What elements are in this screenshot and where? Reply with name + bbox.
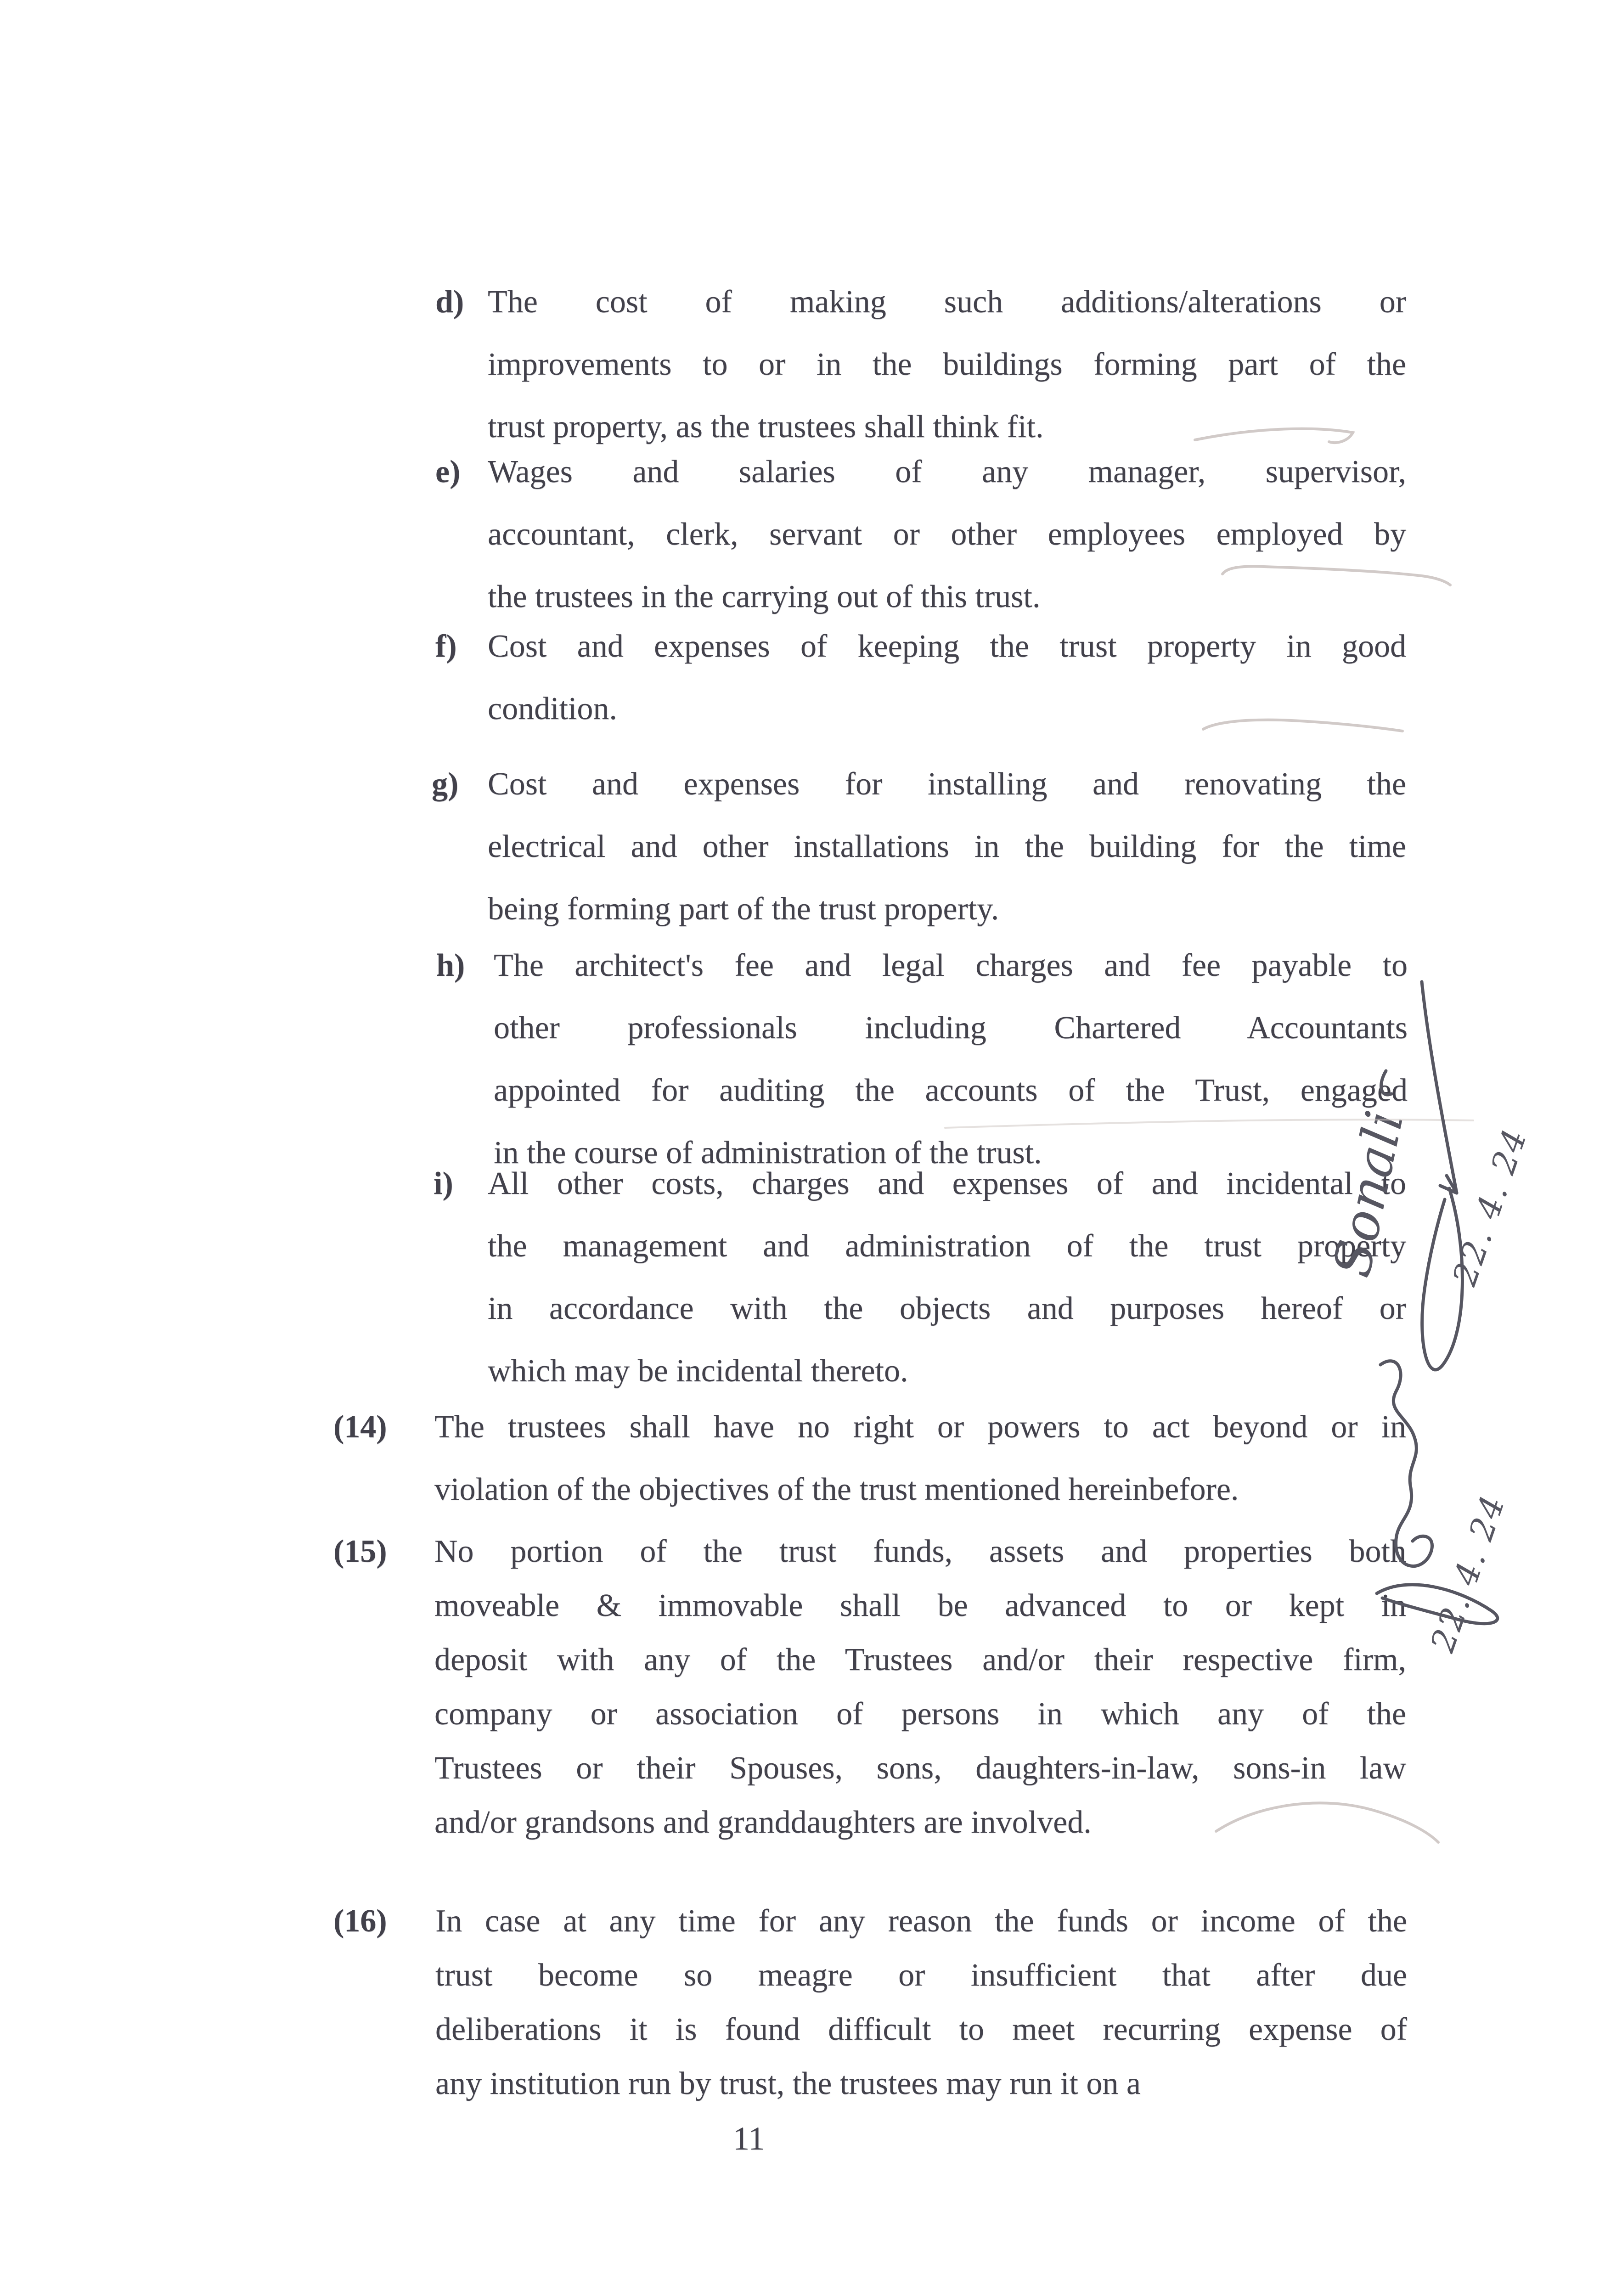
clause-label: (16) (333, 1903, 387, 1939)
clause-text (435, 1894, 1407, 2111)
clause-line: No portion of the trust funds, assets and properties both (434, 1534, 1406, 1569)
clause-label: f) (435, 629, 457, 664)
clause-label: d) (435, 284, 464, 320)
clause-text (488, 441, 1406, 628)
clause-line: All other costs, charges and expenses of and incidental to (488, 1166, 1406, 1201)
clause-label: g) (432, 766, 459, 802)
clause-text (488, 271, 1406, 458)
clause-line: deliberations it is found difficult to meet recurring expense of (435, 2012, 1407, 2047)
clause-label: e) (435, 454, 461, 490)
clause-line: The architect's fee and legal charges and fee payable to (494, 948, 1408, 983)
clause-line: The cost of making such additions/alterations or (488, 284, 1406, 320)
signature-date-2: 22. 4. 24 (1423, 1489, 1513, 1657)
clause-line: the trustees in the carrying out of this trust. (488, 579, 1041, 614)
clause-line: and/or grandsons and granddaughters are involved. (434, 1805, 1092, 1840)
clause-label: (15) (333, 1534, 387, 1569)
clause-line: The trustees shall have no right or powers to act beyond or in (434, 1409, 1406, 1445)
clause-line: in accordance with the objects and purposes hereof or (488, 1291, 1406, 1326)
clause-label: h) (436, 948, 465, 983)
clause-label: (14) (333, 1409, 387, 1445)
clause-line: Wages and salaries of any manager, supervisor, (488, 454, 1406, 490)
clause-line: trust become so meagre or insufficient that after due (435, 1958, 1407, 1993)
signature-name-sonali: Sonali (1322, 1105, 1416, 1282)
clause-line: Cost and expenses for installing and renovating the (488, 766, 1406, 802)
clause-line: Cost and expenses of keeping the trust property in good (488, 629, 1406, 664)
clause-line: improvements to or in the buildings forming part of the (488, 347, 1406, 382)
clause-line: condition. (488, 691, 617, 726)
page-number: 11 (733, 2120, 765, 2157)
clause-line: in the course of administration of the trust. (494, 1135, 1042, 1171)
clause-line: appointed for auditing the accounts of the Trust, engaged (494, 1073, 1408, 1108)
clause-line: any institution run by trust, the trustees may run it on a (435, 2066, 1141, 2101)
clause-line: trust property, as the trustees shall think fit. (488, 409, 1044, 445)
clause-line: company or association of persons in which any of the (434, 1696, 1406, 1732)
clause-text (434, 1396, 1406, 1521)
clause-text (488, 615, 1406, 740)
clause-line: violation of the objectives of the trust mentioned hereinbefore. (434, 1472, 1239, 1507)
clause-line: the management and administration of the trust property (488, 1228, 1406, 1264)
clause-line: other professionals including Chartered Accountants (494, 1010, 1408, 1046)
clause-line: accountant, clerk, servant or other employees employed by (488, 517, 1406, 552)
clause-text (434, 1525, 1406, 1850)
signature-date-1: 22. 4. 24 (1445, 1123, 1535, 1290)
clause-line: moveable & immovable shall be advanced to or kept in (434, 1588, 1406, 1623)
clause-text (488, 753, 1406, 940)
clause-label: i) (434, 1166, 453, 1201)
clause-line: deposit with any of the Trustees and/or their respective firm, (434, 1642, 1406, 1677)
clause-line: being forming part of the trust property. (488, 891, 999, 927)
clause-text (494, 934, 1408, 1184)
clause-line: Trustees or their Spouses, sons, daughters-in-law, sons-in law (434, 1750, 1406, 1786)
clause-line: electrical and other installations in the building for the time (488, 829, 1406, 864)
clause-line: In case at any time for any reason the funds or income of the (435, 1903, 1407, 1939)
clause-text (488, 1153, 1406, 1402)
clause-line: which may be incidental thereto. (488, 1353, 908, 1389)
